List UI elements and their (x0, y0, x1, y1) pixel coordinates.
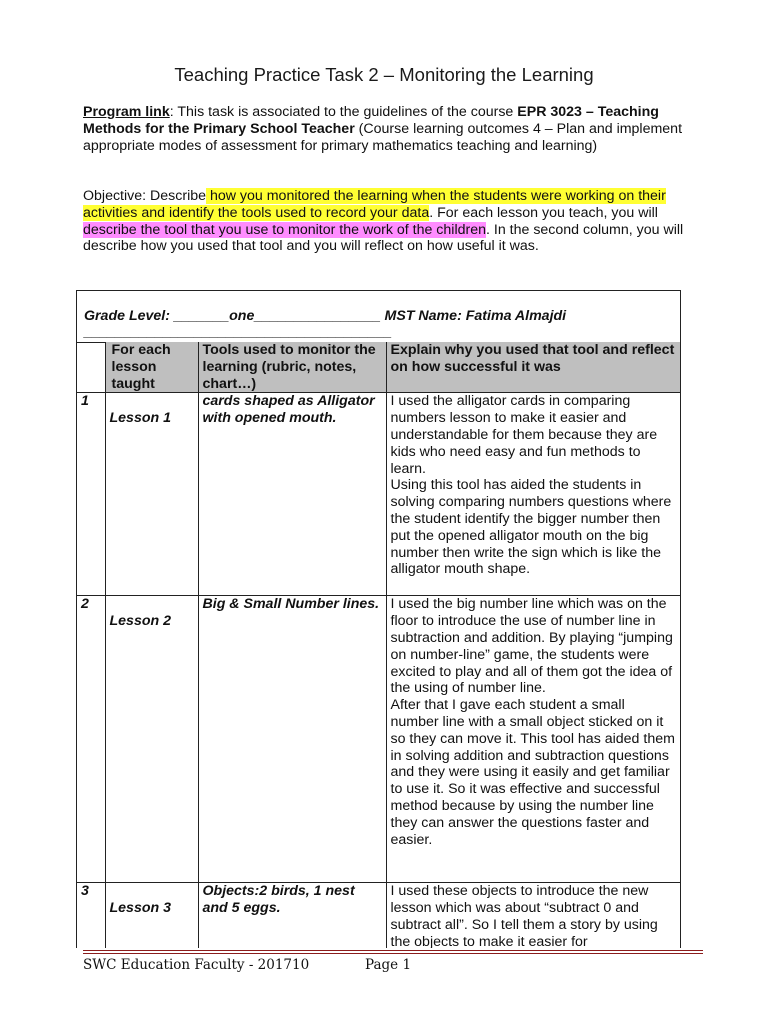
row-lesson: Lesson 2 (105, 596, 198, 883)
objective-mid: . For each lesson you teach, you will (429, 204, 658, 221)
program-link-label: Program link (83, 104, 170, 120)
row-number: 3 (77, 883, 105, 948)
document-title: Teaching Practice Task 2 – Monitoring the Learning (174, 64, 594, 85)
grade-level-underline: _______________________________________ (84, 324, 392, 340)
objective-tail: . In the second column, you will describe how you used that tool and you will reflect on how useful it was. (83, 221, 684, 255)
footer-divider-thin (83, 953, 703, 954)
row-lesson: Lesson 1 (105, 393, 198, 596)
grade-level-text: Grade Level: _______one________________ MST Name: Fatima Almajdi (84, 308, 567, 324)
header-cell-number (77, 342, 105, 393)
lessons-table-wrapper (76, 290, 681, 948)
row-lesson: Lesson 3 (105, 883, 198, 948)
lessons-table (77, 342, 680, 948)
header-cell-lesson: For each lesson taught (105, 342, 198, 393)
objective-highlight-pink: describe the tool that you use to monitor the work of the children (83, 221, 486, 238)
program-link-paragraph (83, 104, 703, 154)
table-header-row (77, 342, 680, 393)
row-tool: Big & Small Number lines. (198, 596, 386, 883)
footer-page-number: Page 1 (365, 957, 412, 973)
objective-lead: Objective: Describe (83, 188, 207, 204)
row-explanation: I used these objects to introduce the new lesson which was about “subtract 0 and subtract all”. So I tell them a story by using the objects to make it easier for (386, 883, 680, 948)
header-cell-explain: Explain why you used that tool and reflect on how successful it was (386, 342, 680, 393)
row-explanation: I used the big number line which was on the floor to introduce the use of number line in subtraction and addition. By playing “jumping on number-line” game, the students were excited to play and all of them got the idea of the using of number line. After that I gave each student a small number line with a small object sticked on it so they can move it. This tool has aided them in solving addition and subtraction questions and they were using it easily and get familiar to use it. So it was effective and successful method because by using the number line they can answer the questions faster and easier. (386, 596, 680, 883)
table-row (77, 596, 680, 883)
table-row (77, 883, 680, 948)
program-link-outcomes: (Course learning outcomes 4 – Plan and implement appropriate modes of assessment for primary mathematics teaching and learning) (83, 120, 683, 154)
header-cell-tools: Tools used to monitor the learning (rubric, notes, chart…) (198, 342, 386, 393)
objective-paragraph (83, 188, 703, 255)
footer-faculty: SWC Education Faculty - 201710 (83, 957, 310, 973)
row-number: 2 (77, 596, 105, 883)
table-row (77, 393, 680, 596)
row-tool: cards shaped as Alligator with opened mouth. (198, 393, 386, 596)
objective-highlight-yellow: how you monitored the learning when the students were working on their activities and identify the tools used to record your data (83, 188, 666, 221)
footer-divider (83, 950, 703, 951)
grade-level-row (77, 291, 680, 343)
row-tool: Objects:2 birds, 1 nest and 5 eggs. (198, 883, 386, 948)
row-number: 1 (77, 393, 105, 596)
program-link-text: : This task is associated to the guidelines of the course (169, 104, 518, 120)
row-explanation: I used the alligator cards in comparing numbers lesson to make it easier and understandable for them because they are kids who need easy and fun methods to learn. Using this tool has aided the students in solving comparing numbers questions where the student identify the bigger number then put the opened alligator mouth on the big number then write the sign which is like the alligator mouth shape. (386, 393, 680, 596)
course-name: EPR 3023 – Teaching Methods for the Primary School Teacher (83, 104, 659, 137)
